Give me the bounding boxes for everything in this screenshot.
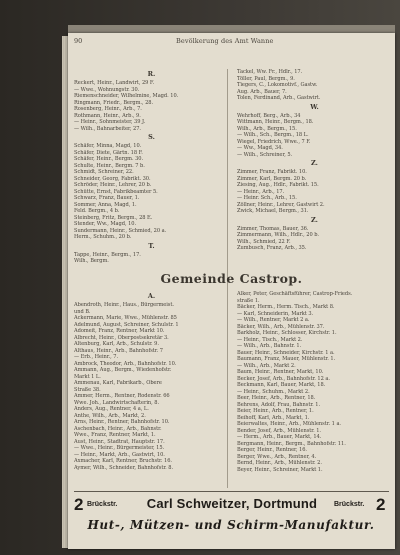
page-number: 90 [74, 37, 83, 45]
directory-entry: Arns, Heinr., Rentner, Bahnhofstr. 10. [74, 419, 170, 425]
directory-entry: straße 1. [237, 297, 260, 304]
directory-entry: Aschenbach, Heinr., Arb., Bahnstr. [74, 425, 162, 432]
directory-entry: Zimmer, Franz, Fabrikt. 10. [237, 169, 307, 175]
directory-entry: Wilh., Bergm. [74, 258, 109, 264]
directory-entry: Abendroth, Heinr., Haus., Bürgermeist. [74, 302, 174, 308]
directory-entry: Ziesing, Aug., Hdlr., Fabrikt. 15. [237, 182, 319, 188]
column-divider [227, 293, 228, 488]
directory-entry: — Wwe., Wohnungstr. 30. [74, 86, 140, 93]
directory-entry: Zimmermann, Wilh., Hdlr., 20 b. [237, 232, 319, 238]
directory-entry: Bauer, Heinr., Schneider, Kirchstr. 1 a. [237, 349, 335, 356]
directory-entry: Zwick, Michael, Bergm., 31. [237, 208, 309, 214]
directory-entry: Ringmann, Friedr., Bergm., 28. [74, 99, 154, 106]
directory-entry: Zumbusch, Franz, Arb., 35. [237, 245, 307, 251]
ad-number-right: 2 [376, 495, 386, 514]
section-block [74, 292, 229, 471]
directory-entry: Adomeit, Franz, Rentner, Markt 10. [74, 328, 165, 334]
directory-entry: Aust, Heinr., Stadtrat, Hauptstr. 17. [74, 438, 165, 445]
directory-entry: Stender, Ww., Magd, 10. [74, 221, 137, 227]
directory-entry: Bernd, Heinr., Arb., Mühlenstr. 2. [237, 460, 322, 466]
directory-entry: — Heinr., Sohnmeister, 39 J. [74, 119, 146, 125]
directory-entry: Rothmann, Heinr., Arb., 9. [74, 112, 141, 119]
directory-entry: Schröder, Heinr., Lehrer, 20 b. [74, 182, 152, 188]
upper-right-column [237, 69, 392, 252]
section-block [74, 133, 229, 241]
directory-entry: Anthe, Wilh., Arb., Markt, 2. [74, 412, 146, 419]
advertisement-rule [74, 491, 389, 492]
directory-entry: Bäcker, Wilh., Arb., Mühlenstr. 37. [237, 323, 325, 330]
section-letter: R. [147, 70, 156, 78]
directory-entry: Bergmann, Heinr., Bergm., Bahnhofstr. 11. [237, 440, 346, 447]
directory-entry: Rosenberg, Heinr., Arb., 7. [74, 106, 142, 112]
section-letter: W. [310, 102, 319, 111]
directory-entry: Barkholz, Heinr., Schlosser, Kirchstr. 1. [237, 330, 337, 336]
directory-entry: Schmidt, Schreiner, 22. [74, 169, 134, 175]
section-block [237, 159, 392, 215]
directory-entry: Markt 1 L. [74, 373, 101, 380]
section-block [237, 69, 392, 102]
directory-entry: Töller, Paul, Bergm., 9. [237, 75, 295, 82]
directory-entry: Berger, Wwe., Arb., Rentner, 4. [237, 453, 317, 460]
section-letter: A. [147, 292, 156, 300]
section-letter: S. [148, 133, 155, 141]
directory-entry: Tackel, Ww. Fr., Hdlr., 17. [237, 69, 303, 75]
directory-entry: Steinberg, Fritz, Bergm., 28 E. [74, 214, 153, 221]
directory-entry: Wittmann, Heinr., Bergm., 18. [237, 119, 314, 125]
section-letter: T. [148, 241, 155, 250]
directory-entry: Beckmann, Karl, Bauer, Markt, 18. [237, 382, 326, 388]
ad-tagline: Hut-, Mützen- und Schirm-Manufaktur. [87, 518, 375, 532]
directory-entry: und B. [74, 308, 91, 315]
directory-entry: Zimmer, Thomas, Bauer, 36. [237, 225, 309, 232]
directory-entry: Ambrock, Theodor, Arb., Bahnhofstr. 10. [74, 360, 177, 367]
directory-entry: — Wilh., Arb., Markt 2. [237, 362, 296, 369]
directory-entry: Schulte, Heinr., Bergm. 7 b. [74, 162, 145, 169]
column-divider [227, 69, 228, 301]
directory-entry: — Wilh., Bahnarbeiter, 27. [74, 125, 141, 132]
section-block [74, 242, 229, 265]
directory-entry: Aymer, Wilh., Schneider, Bahnhofstr. 8. [74, 464, 174, 471]
directory-entry: Riemenschneider, Wilhelmine, Magd. 10. [74, 93, 179, 99]
directory-entry: Behrens, Adolf, Frau, Bahnstr. 1. [237, 401, 321, 408]
directory-entry: Straße 38. [74, 386, 101, 393]
directory-entry: Schütte, Ernst, Fabrikbeamter 5. [74, 188, 158, 195]
directory-entry: Beierwaltes, Heinr., Arb., Mühlenstr. 1 a. [237, 421, 341, 427]
directory-entry: Wilh., Schmied, 22 F. [237, 238, 291, 245]
directory-entry: — Ww., Magd, 34. [237, 145, 283, 151]
directory-entry: Wehrhoff, Berg., Arb., 34 [237, 112, 301, 119]
directory-entry: — Wilh., Arb., Bahnstr. 1. [237, 343, 302, 349]
page-header [74, 35, 390, 49]
directory-entry: — Herm., Arb., Bauer, Markt, 14. [237, 434, 322, 440]
directory-entry: — Erb., Heinr., 7. [74, 354, 119, 360]
directory-entry: — Heinr., Markt, Arb., Gastwirt, 10. [74, 451, 165, 458]
directory-entry: Schäfer, Heinr., Bergm. 30. [74, 156, 144, 162]
directory-entry: — Heinr., Tisch., Markt 2. [237, 336, 303, 343]
directory-entry: — Wilh., Sch., Bergm., 18 L. [237, 132, 309, 138]
directory-entry: Becker, Josef, Arb., Bahnhofstr. 12 a. [237, 375, 330, 382]
directory-entry: Anders, Aug., Rentner, 4 a, L. [74, 406, 149, 412]
directory-entry: Zöllner, Heinr., Lehrer, Gastwirt 2. [237, 201, 325, 208]
directory-entry: Beer, Heinr., Arb., Rentner, 18. [237, 395, 316, 401]
directory-entry: — Heinr. Sch., Arb., 15. [237, 195, 297, 201]
directory-entry: Berger, Heinr., Rentner, 16. [237, 447, 307, 453]
book-page [68, 33, 395, 549]
directory-entry: Bender, Josef, Arb., Mühlenstr. 1. [237, 427, 321, 434]
directory-entry: Althaus, Heinr., Arb., Bahnhofstr. 7 [74, 347, 163, 354]
directory-entry: Altenburg, Karl, Arb., Schulstr. 9. [74, 341, 159, 347]
directory-entry: Herm., Schuhm., 20 b. [74, 234, 132, 240]
directory-entry: Beyer, Heinr., Schreiner, Markt 1. [237, 466, 323, 473]
directory-entry: Baum, Heinr., Rentner, Markt, 10. [237, 369, 324, 375]
lower-right-column [237, 291, 392, 473]
section-letter: Z. [311, 215, 318, 224]
directory-entry: Ackermann, Marie, Wwe., Mühlenstr. 85 [74, 315, 177, 321]
directory-entry: Bäcker, Herm., Herm. Tisch., Markt 8. [237, 304, 335, 310]
lower-left-column [74, 291, 229, 471]
directory-entry: — Karl, Schneiderin, Markt 3. [237, 310, 314, 317]
directory-entry: Feld. Bergm., 4 b. [74, 208, 120, 214]
directory-entry: — Heinr., Arb., 17. [237, 188, 285, 195]
section-block [237, 291, 392, 473]
directory-entry: Ammann, Aug., Bergm., Wiedenhofstr. [74, 367, 172, 373]
directory-entry: Schäfer, Minna, Magd, 10. [74, 143, 142, 149]
directory-entry: Wwe., Franz, Rentner, Markt, 1. [74, 432, 156, 438]
directory-entry: Baumann, Franz, Mauer, Mühlenstr. 1. [237, 356, 336, 362]
directory-entry: Schwarz, Franz, Bauer, 1. [74, 195, 140, 201]
directory-entry: Ammenau, Karl, Fabrikarb., Obere [74, 380, 162, 386]
directory-entry: — Wwe., Heinr., Bürgermeister, 15. [74, 445, 165, 451]
ad-street-right: Brückstr. [334, 501, 365, 508]
ad-street-left: Brückstr. [87, 501, 118, 508]
directory-entry: Alker, Peter, Geschäftsführer, Castrop-Frieds. [237, 291, 353, 297]
section-block [74, 70, 229, 132]
directory-entry: Schneider, Georg, Fabrikt. 30. [74, 175, 151, 182]
directory-entry: Sommer, Anna, Magd, 1. [74, 201, 137, 208]
directory-entry: Wwe. Joh., Landwirtschafterin, 8. [74, 399, 160, 406]
section-block [237, 216, 392, 252]
directory-entry: Albrecht, Heinr., Oberpostsekretär 3. [74, 334, 169, 341]
directory-entry: Tappe, Heinr., Bergm., 17. [74, 251, 141, 258]
directory-entry: — Wilh., Rentner, Markt 2 a. [237, 317, 310, 323]
section-letter: Z. [311, 159, 318, 167]
directory-entry: Zimmer, Karl, Bergm. 20 b. [237, 175, 307, 182]
directory-entry: Aug. Arb., Bauer, 7. [237, 88, 287, 95]
section-block [237, 103, 392, 159]
section-title: Gemeinde Castrop. [160, 271, 303, 286]
directory-entry: Sundermann, Heinr., Schmied, 20 a. [74, 227, 167, 234]
directory-entry: Tolen, Ferdinand, Arb., Gastwirt. [237, 95, 321, 101]
directory-entry: — Wilh., Schreiner, 5. [237, 151, 293, 158]
directory-entry: Wiegel, Friedrich, Wwe., 7 F. [237, 138, 311, 145]
directory-entry: Reckert, Heinr., Landwirt, 29 F. [74, 80, 155, 86]
advertisement [72, 494, 390, 544]
directory-entry: Beihoff, Karl, Arb., Markt, 1. [237, 414, 310, 421]
directory-entry: — Heinr., Schuhm., Markt 2. [237, 388, 310, 395]
ad-number-left: 2 [74, 495, 84, 514]
upper-left-column [74, 69, 229, 265]
directory-entry: Adelmund, August, Schreiner, Schulstr. 1 [74, 321, 179, 328]
directory-entry: Wilh., Arb., Bergm., 15. [237, 125, 297, 132]
running-title: Bevölkerung des Amt Wanne [176, 37, 274, 45]
directory-entry: Schäfer, Diete, Gärtn. 18 F. [74, 149, 143, 156]
directory-entry: Tiegers, C., Lokomotivf., Gastw. [237, 82, 318, 88]
directory-entry: Ammer, Herm., Rentner, Rodenstr. 66 [74, 393, 170, 399]
ad-firm-name: Carl Schweitzer, Dortmund [146, 496, 318, 511]
directory-entry: Beier, Heinr., Arb., Rentner, 1. [237, 408, 314, 414]
directory-entry: Axmacher, Karl, Rentner, Bruchstr. 16. [74, 458, 172, 464]
